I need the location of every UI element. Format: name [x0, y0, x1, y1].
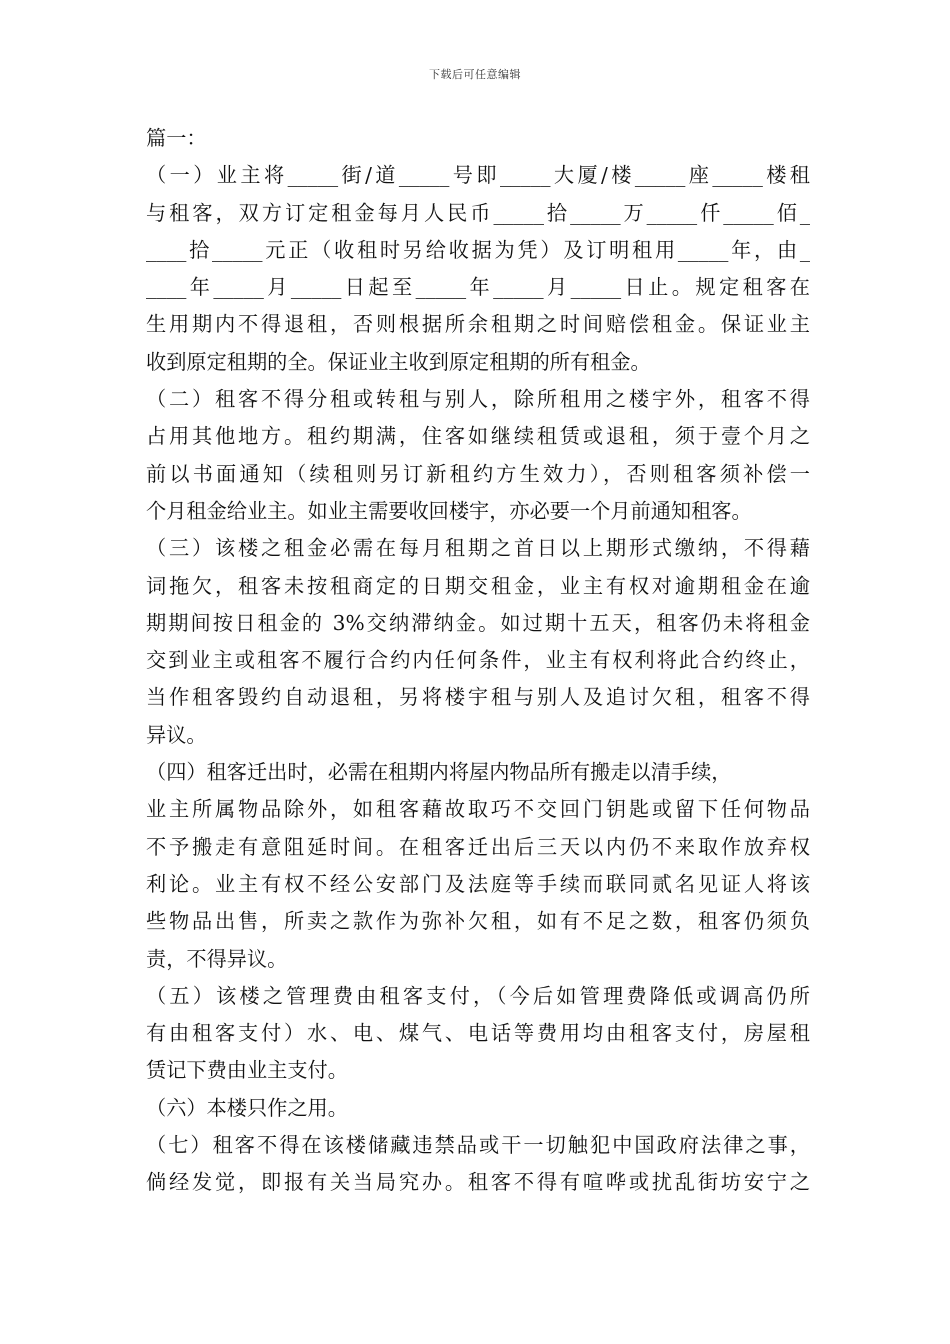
- document-line: （一）业主将_____街/道_____号即_____大厦/楼_____座_____楼租: [146, 163, 810, 188]
- document-line: 责，不得异议。: [146, 946, 288, 971]
- page-header-note: 下载后可任意编辑: [429, 68, 521, 81]
- document-line: 生用期内不得退租，否则根据所余租期之时间赔偿租金。保证业主: [146, 312, 810, 337]
- document-line: 些物品出售，所卖之款作为弥补欠租，如有不足之数，租客仍须负: [146, 909, 810, 934]
- document-body: [146, 120, 810, 1202]
- document-line: 期期间按日租金的 3%交纳滞纳金。如过期十五天，租客仍未将租金: [146, 610, 810, 635]
- document-line: 与租客，双方订定租金每月人民币_____拾_____万_____仟_____佰_: [146, 200, 810, 225]
- document-line: 利论。业主有权不经公安部门及法庭等手续而联同贰名见证人将该: [146, 871, 810, 896]
- document-line: ____年_____月_____日起至_____年_____月_____日止。规定租客在: [146, 275, 810, 300]
- document-line: （二）租客不得分租或转租与别人，除所租用之楼宇外，租客不得: [146, 387, 810, 412]
- document-line: （六）本楼只作之用。: [146, 1095, 348, 1120]
- document-line: 有由租客支付）水、电、煤气、电话等费用均由租客支付，房屋租: [146, 1021, 810, 1046]
- document-line: 不予搬走有意阻延时间。在租客迁出后三天以内仍不来取作放弃权: [146, 834, 810, 859]
- document-line: 异议。: [146, 722, 207, 747]
- document-line: （七）租客不得在该楼储藏违禁品或干一切触犯中国政府法律之事，: [146, 1133, 810, 1158]
- document-line: 个月租金给业主。如业主需要收回楼宇，亦必要一个月前通知租客。: [146, 498, 752, 523]
- document-line: 倘经发觉，即报有关当局究办。租客不得有喧哗或扰乱街坊安宁之: [146, 1170, 810, 1195]
- document-line: （四）租客迁出时，必需在租期内将屋内物品所有搬走以清手续，: [146, 760, 732, 785]
- document-line: （三）该楼之租金必需在每月租期之首日以上期形式缴纳，不得藉: [146, 536, 810, 561]
- document-line: （五）该楼之管理费由租客支付，（今后如管理费降低或调高仍所: [146, 983, 810, 1008]
- document-line: 当作租客毁约自动退租，另将楼宇租与别人及追讨欠租，租客不得: [146, 685, 810, 710]
- document-line: ____拾_____元正（收租时另给收据为凭）及订明租用_____年，由_: [146, 237, 810, 262]
- document-line: 词拖欠，租客未按租商定的日期交租金，业主有权对逾期租金在逾: [146, 573, 810, 598]
- document-line: 收到原定租期的全。保证业主收到原定租期的所有租金。: [146, 349, 651, 374]
- document-line: 业主所属物品除外，如租客藉故取巧不交回门钥匙或留下任何物品: [146, 797, 810, 822]
- document-line: 篇一：: [146, 126, 207, 150]
- document-line: 前以书面通知（续租则另订新租约方生效力），否则租客须补偿一: [146, 461, 810, 486]
- document-line: 交到业主或租客不履行合约内任何条件，业主有权利将此合约终止，: [146, 648, 810, 673]
- document-line: 占用其他地方。租约期满，住客如继续租赁或退租，须于壹个月之: [146, 424, 810, 449]
- document-line: 赁记下费由业主支付。: [146, 1058, 348, 1083]
